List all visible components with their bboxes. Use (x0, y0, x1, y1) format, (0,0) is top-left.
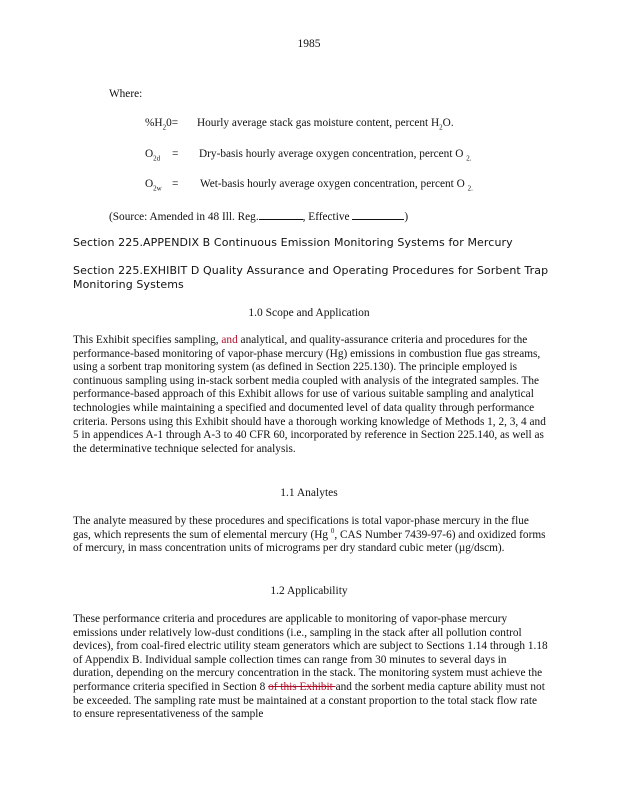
deleted-text: of this Exhibit (268, 680, 336, 693)
section-title-scope: 1.0 Scope and Application (248, 307, 370, 319)
definition-row: $O_{2w}$ = Wet-basis hourly average oxygen concentration, percent O $_{2.}$ (145, 178, 473, 193)
appendix-heading: Section 225.APPENDIX B Continuous Emission Monitoring Systems for Mercury (73, 236, 513, 249)
inserted-text: and (221, 334, 238, 346)
page-number: 1985 (297, 38, 321, 50)
section-title-analytes: 1.1 Analytes (280, 487, 338, 499)
section-title-applicability: 1.2 Applicability (270, 585, 348, 597)
definition-row: $O_{2d}$ = Dry-basis hourly average oxygen concentration, percent O $_{2.}$ (145, 148, 472, 163)
analytes-paragraph: The analyte measured by these procedures and specifications is total vapor-phase mercury in the flue gas, which represents the sum of elemental mercury (Hg $^0$, CAS Number 7439-97-6) and oxidized forms of mercury, in mass concentration units of micrograms per dry standard cubic meter (µg/dscm). (73, 515, 546, 555)
definition-row: $\%H_20=$ Hourly average stack gas moisture content, percent $H_2O$. (145, 117, 454, 132)
scope-paragraph: This Exhibit specifies sampling, and analytical, and quality-assurance criteria and procedures for the performance-based monitoring of vapor-phase mercury (Hg) emissions in combustion flue gas streams, using a sorbent trap monitoring system (as defined in Section 225.130). The principle employed is continuous sampling using in-stack sorbent media coupled with analysis of the integrated samples. The performance-based approach of this Exhibit allows for use of various suitable sampling and analytical technologies while maintaining a specified and documented level of data quality through performance criteria. Persons using this Exhibit should have a thorough working knowledge of Methods 1, 2, 3, 4 and 5 in appendices A-1 through A-3 to 40 CFR 60, incorporated by reference in Section 225.140, as well as the determinative technique selected for analysis. (73, 334, 546, 455)
applicability-paragraph: These performance criteria and procedures are applicable to monitoring of vapor-phase mercury emissions under relatively low-dust conditions (i.e., sampling in the stack after all pollution control devices), from coal-fired electric utility steam generators which are subject to Sections 1.14 through 1.18 of Appendix B. Individual sample collection times can range from 30 minutes to several days in duration, depending on the mercury concentration in the stack. The monitoring system must achieve the performance criteria specified in Section 8 of this Exhibit and the sorbent media capture ability must not be exceeded. The sampling rate must be maintained at a constant proportion to the total stack flow rate to ensure representativeness of the sample (73, 613, 548, 721)
source-note: (Source: Amended in 48 Ill. Reg. , Effective ) (109, 211, 409, 223)
exhibit-heading: Section 225.EXHIBIT D Quality Assurance and Operating Procedures for Sorbent Trap Monitoring Systems (73, 264, 549, 291)
where-label: Where: (109, 88, 143, 100)
